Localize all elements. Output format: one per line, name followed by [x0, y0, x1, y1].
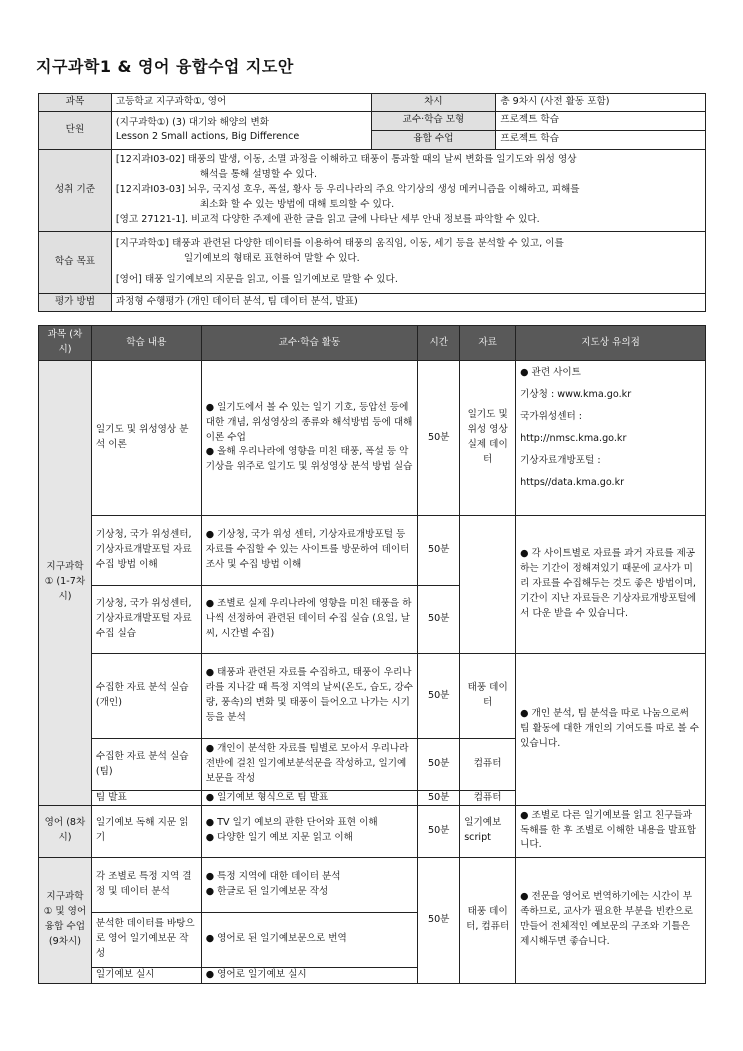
plan-table — [38, 325, 706, 984]
row-notes: ● 각 사이트별로 자료를 과거 자료를 제공하는 기간이 정해져있기 때문에 교사가 미리 자료를 수집해두는 것도 좋은 방법이며, 기간이 지난 자료들은 기상자료개방포털에서 다운 받을 수 있습니다. — [516, 516, 706, 654]
row-activity: ● TV 일기 예보의 관한 단어와 표현 이해 ● 다양한 일기 예보 지문 읽고 이해 — [201, 805, 418, 857]
model-label: 교수·학습 모형 — [371, 111, 496, 130]
goal-line: 일기예보의 형태로 표현하여 말할 수 있다. — [183, 252, 360, 264]
group-label-earth-science: 지구과학① (1-7차시) — [39, 361, 92, 806]
row-content: 일기예보 독해 지문 읽기 — [91, 805, 201, 857]
row-content: 기상청, 국가 위성센터, 기상자료개발포털 자료 수집 방법 이해 — [91, 516, 201, 586]
sessions-value: 총 9차시 (사전 활동 포함) — [496, 94, 706, 112]
row-content: 수집한 자료 분석 실습 (팀) — [91, 739, 201, 791]
row-activity: ● 일기도에서 볼 수 있는 일기 기호, 등압선 등에 대한 개념, 위성영상의 종류와 해석방법 등에 대해 이론 수업 ● 올해 우리나라에 영향을 미친 태풍, 폭설 등 악기상을 위주로 일기도 및 위성영상 분석 방법 실습 — [201, 361, 418, 516]
subject-label: 과목 — [39, 94, 112, 112]
row-content: 각 조별로 특정 지역 결정 및 데이터 분석 — [91, 857, 201, 912]
header-session: 과목 (차시) — [39, 326, 92, 361]
standard-line: [12지과Ⅰ03-03] 뇌우, 국지성 호우, 폭설, 황사 등 우리나라의 주요 악기상의 생성 메커니즘을 이해하고, 피해를 — [115, 183, 580, 195]
row-activity: ● 일기예보 형식으로 팀 발표 — [201, 791, 418, 806]
group-label-fusion: 지구과학① 및 영어 융합 수업 (9차시) — [39, 857, 92, 983]
standard-line: 최소화 할 수 있는 방법에 대해 토의할 수 있다. — [199, 198, 395, 210]
row-activity: ● 태풍과 관련된 자료를 수집하고, 태풍이 우리나라를 지나갈 때 특정 지역의 날씨(온도, 습도, 강수량, 풍속)의 변화 및 태풍이 들어오고 나가는 시기 등을 분석 — [201, 654, 418, 739]
unit-label: 단원 — [39, 111, 112, 149]
row-material: 태풍 데이터 — [460, 654, 516, 739]
row-content: 팀 발표 — [91, 791, 201, 806]
model-value: 프로젝트 학습 — [496, 111, 706, 130]
row-activity: ● 개인이 분석한 자료를 팀별로 모아서 우리나라 전반에 걸친 일기예보분석문을 작성하고, 일기예보문을 작성 — [201, 739, 418, 791]
notes-line: 기상자료개방포털 : — [520, 455, 601, 467]
row-activity: ● 기상청, 국가 위성 센터, 기상자료개방포털 등 자료를 수집할 수 있는 사이트를 방문하여 데이터 조사 및 수집 방법 이해 — [201, 516, 418, 586]
row-time: 50분 — [418, 805, 460, 857]
row-time: 50분 — [418, 739, 460, 791]
subject-value: 고등학교 지구과학①, 영어 — [111, 94, 371, 112]
row-activity: ● 조별로 실제 우리나라에 영향을 미친 태풍을 하나씩 선정하여 관련된 데이터 수집 실습 (요일, 날씨, 시간별 수집) — [201, 586, 418, 654]
row-time: 50분 — [418, 516, 460, 586]
row-material: 일기예보 script — [460, 805, 516, 857]
notes-line: https//data.kma.go.kr — [520, 477, 625, 489]
row-content: 일기예보 실시 — [91, 967, 201, 983]
page-title: 지구과학1 & 영어 융합수업 지도안 — [36, 57, 294, 76]
standard-line: 해석을 통해 설명할 수 있다. — [199, 169, 318, 181]
row-notes — [516, 361, 706, 516]
standard-value — [111, 149, 705, 231]
row-activity: ● 영어로 된 일기예보문으로 번역 — [201, 912, 418, 967]
row-material: 일기도 및 위성 영상 실제 데이터 — [460, 361, 516, 516]
goal-value — [111, 231, 705, 293]
row-notes: ● 개인 분석, 팀 분석을 따로 나눔으로써 팀 활동에 대한 개인의 기여도를 따로 볼 수 있습니다. — [516, 654, 706, 806]
row-material: 컴퓨터 — [460, 791, 516, 806]
unit-value — [111, 111, 371, 149]
fusion-value: 프로젝트 학습 — [496, 130, 706, 149]
info-table — [38, 93, 706, 312]
row-activity: ● 영어로 일기예보 실시 — [201, 967, 418, 983]
row-time: 50분 — [418, 791, 460, 806]
header-material: 자료 — [460, 326, 516, 361]
row-notes: ● 전문을 영어로 번역하기에는 시간이 부족하므로, 교사가 필요한 부분을 빈칸으로 만들어 전체적인 예보문의 구조와 기틀은 제시해두면 좋습니다. — [516, 857, 706, 983]
eval-label: 평가 방법 — [39, 293, 112, 311]
row-content: 일기도 및 위성영상 분석 이론 — [91, 361, 201, 516]
header-notes: 지도상 유의점 — [516, 326, 706, 361]
standard-line: [12지과Ⅰ03-02] 태풍의 발생, 이동, 소멸 과정을 이해하고 태풍이 통과할 때의 날씨 변화를 일기도와 위성 영상 — [115, 154, 577, 166]
fusion-label: 융합 수업 — [371, 130, 496, 149]
notes-line: 국가위성센터 : — [520, 411, 583, 423]
standard-label: 성취 기준 — [39, 149, 112, 231]
row-time: 50분 — [418, 857, 460, 983]
goal-line: [지구과학①] 태풍과 관련된 다양한 데이터를 이용하여 태풍의 움직임, 이동, 세기 등을 분석할 수 있고, 이를 — [115, 238, 564, 250]
row-activity: ● 특정 지역에 대한 데이터 분석 ● 한글로 된 일기예보문 작성 — [201, 857, 418, 912]
header-activity: 교수·학습 활동 — [201, 326, 418, 361]
goal-label: 학습 목표 — [39, 231, 112, 293]
notes-line: ● 관련 사이트 — [520, 367, 581, 378]
row-content: 기상청, 국가 위성센터, 기상자료개발포털 자료 수집 실습 — [91, 586, 201, 654]
eval-value: 과정형 수행평가 (개인 데이터 분석, 팀 데이터 분석, 발표) — [111, 293, 705, 311]
unit-value-line: Lesson 2 Small actions, Big Difference — [115, 131, 300, 143]
row-time: 50분 — [418, 361, 460, 516]
row-notes: ● 조별로 다른 일기예보를 읽고 친구들과 독해를 한 후 조별로 이해한 내용을 발표합니다. — [516, 805, 706, 857]
group-label-english: 영어 (8차시) — [39, 805, 92, 857]
row-material — [460, 516, 516, 654]
row-time: 50분 — [418, 586, 460, 654]
notes-line: 기상청 : www.kma.go.kr — [520, 389, 632, 401]
row-material: 컴퓨터 — [460, 739, 516, 791]
row-content: 분석한 데이터를 바탕으로 영어 일기예보문 작성 — [91, 912, 201, 967]
row-time: 50분 — [418, 654, 460, 739]
goal-line: [영어] 태풍 일기예보의 지문을 읽고, 이를 일기예보로 말할 수 있다. — [115, 273, 398, 285]
standard-line: [영고 27121-1]. 비교적 다양한 주제에 관한 글을 읽고 글에 나타난 세부 안내 정보를 파악할 수 있다. — [115, 213, 540, 225]
header-content: 학습 내용 — [91, 326, 201, 361]
row-material: 태풍 데이터, 컴퓨터 — [460, 857, 516, 983]
sessions-label: 차시 — [371, 94, 496, 112]
row-content: 수집한 자료 분석 실습 (개인) — [91, 654, 201, 739]
unit-value-line: (지구과학①) (3) 대기와 해양의 변화 — [115, 116, 269, 128]
header-time: 시간 — [418, 326, 460, 361]
notes-line: http://nmsc.kma.go.kr — [520, 433, 627, 445]
